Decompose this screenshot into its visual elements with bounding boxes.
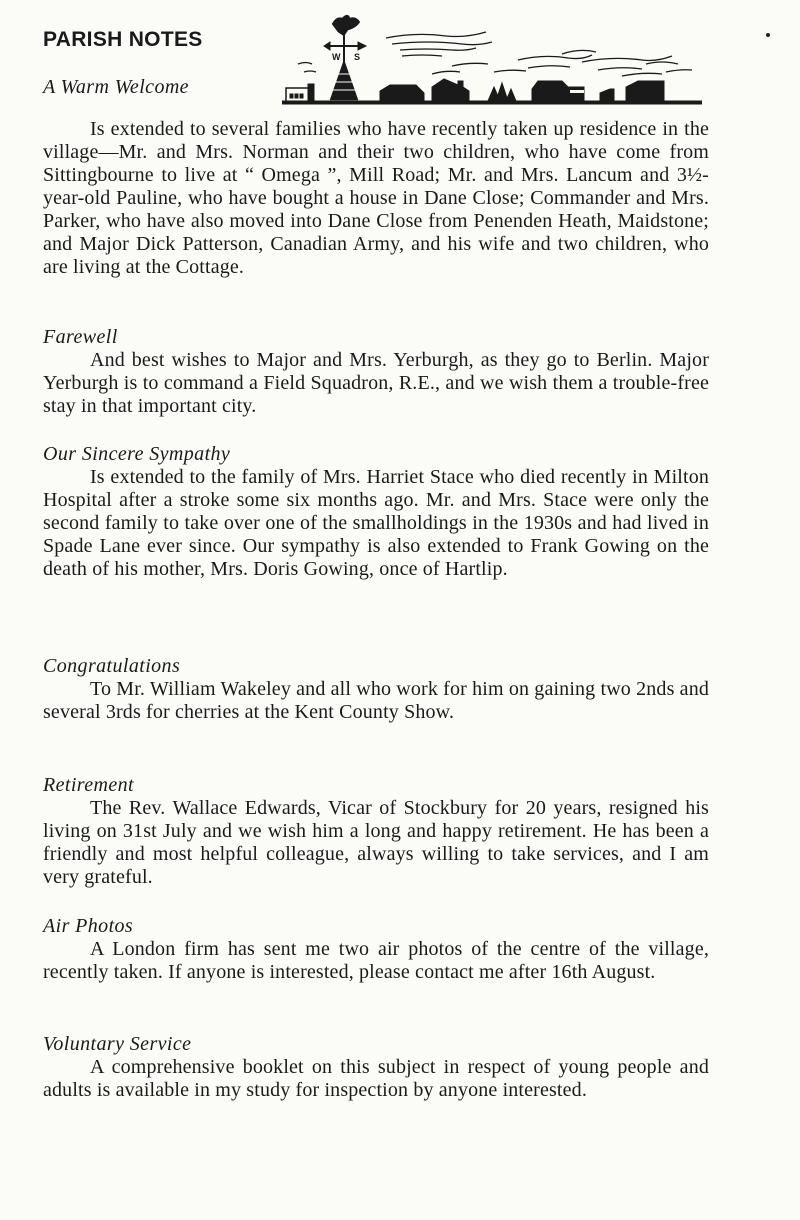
- section-retirement: [43, 774, 709, 889]
- section-body: A London firm has sent me two air photos of the centre of the village, recently taken. If anyone is interested, please contact me after 16th August.: [43, 938, 709, 983]
- section-warm-welcome-body: [43, 118, 709, 279]
- section-heading: Retirement: [43, 774, 135, 796]
- section-heading: Farewell: [43, 326, 118, 348]
- section-body: To Mr. William Wakeley and all who work for him on gaining two 2nds and several 3rds for cherries at the Kent County Show.: [43, 678, 709, 723]
- section-heading: Congratulations: [43, 655, 181, 677]
- section-congratulations: [43, 655, 709, 724]
- section-body: Is extended to several families who have recently taken up residence in the village—Mr. and Mrs. Norman and their two children, who have come from Sittingbourne to live at “ Omega ”, Mill Road; Mr. and Mrs. Lancum and 3½-year-old Pauline, who have bought a house in Dane Close; Commander and Mrs. Parker, who have also moved into Dane Close from Penenden Heath, Maidstone; and Major Dick Patterson, Canadian Army, and his wife and two children, who are living at the Cottage.: [43, 118, 709, 278]
- section-sincere-sympathy: [43, 443, 709, 581]
- ink-speck: [766, 33, 770, 37]
- section-heading: A Warm Welcome: [43, 76, 189, 98]
- section-air-photos: [43, 915, 709, 984]
- section-body: And best wishes to Major and Mrs. Yerburgh, as they go to Berlin. Major Yerburgh is to command a Field Squadron, R.E., and we wish them a trouble-free stay in that important city.: [43, 349, 709, 417]
- section-body: A comprehensive booklet on this subject in respect of young people and adults is available in my study for inspection by anyone interested.: [43, 1056, 709, 1101]
- section-heading: Air Photos: [43, 915, 134, 937]
- svg-text:S: S: [354, 52, 361, 62]
- svg-text:W: W: [332, 52, 341, 62]
- section-voluntary-service: [43, 1033, 709, 1102]
- section-farewell: [43, 326, 709, 418]
- section-body: The Rev. Wallace Edwards, Vicar of Stockbury for 20 years, resigned his living on 31st July and we wish him a long and happy retirement. He has been a friendly and most helpful colleague, always willing to take services, and I am very grateful.: [43, 797, 709, 888]
- section-warm-welcome: [43, 76, 709, 99]
- section-body: Is extended to the family of Mrs. Harriet Stace who died recently in Milton Hospital after a stroke some six months ago. Mr. and Mrs. Stace were only the second family to take over one of the smallholdings in the 1930s and had lived in Spade Lane ever since. Our sympathy is also extended to Frank Gowing on the death of his mother, Mrs. Doris Gowing, once of Hartlip.: [43, 466, 709, 580]
- page-title: PARISH NOTES: [43, 28, 203, 51]
- section-heading: Voluntary Service: [43, 1033, 192, 1055]
- section-heading: Our Sincere Sympathy: [43, 443, 231, 465]
